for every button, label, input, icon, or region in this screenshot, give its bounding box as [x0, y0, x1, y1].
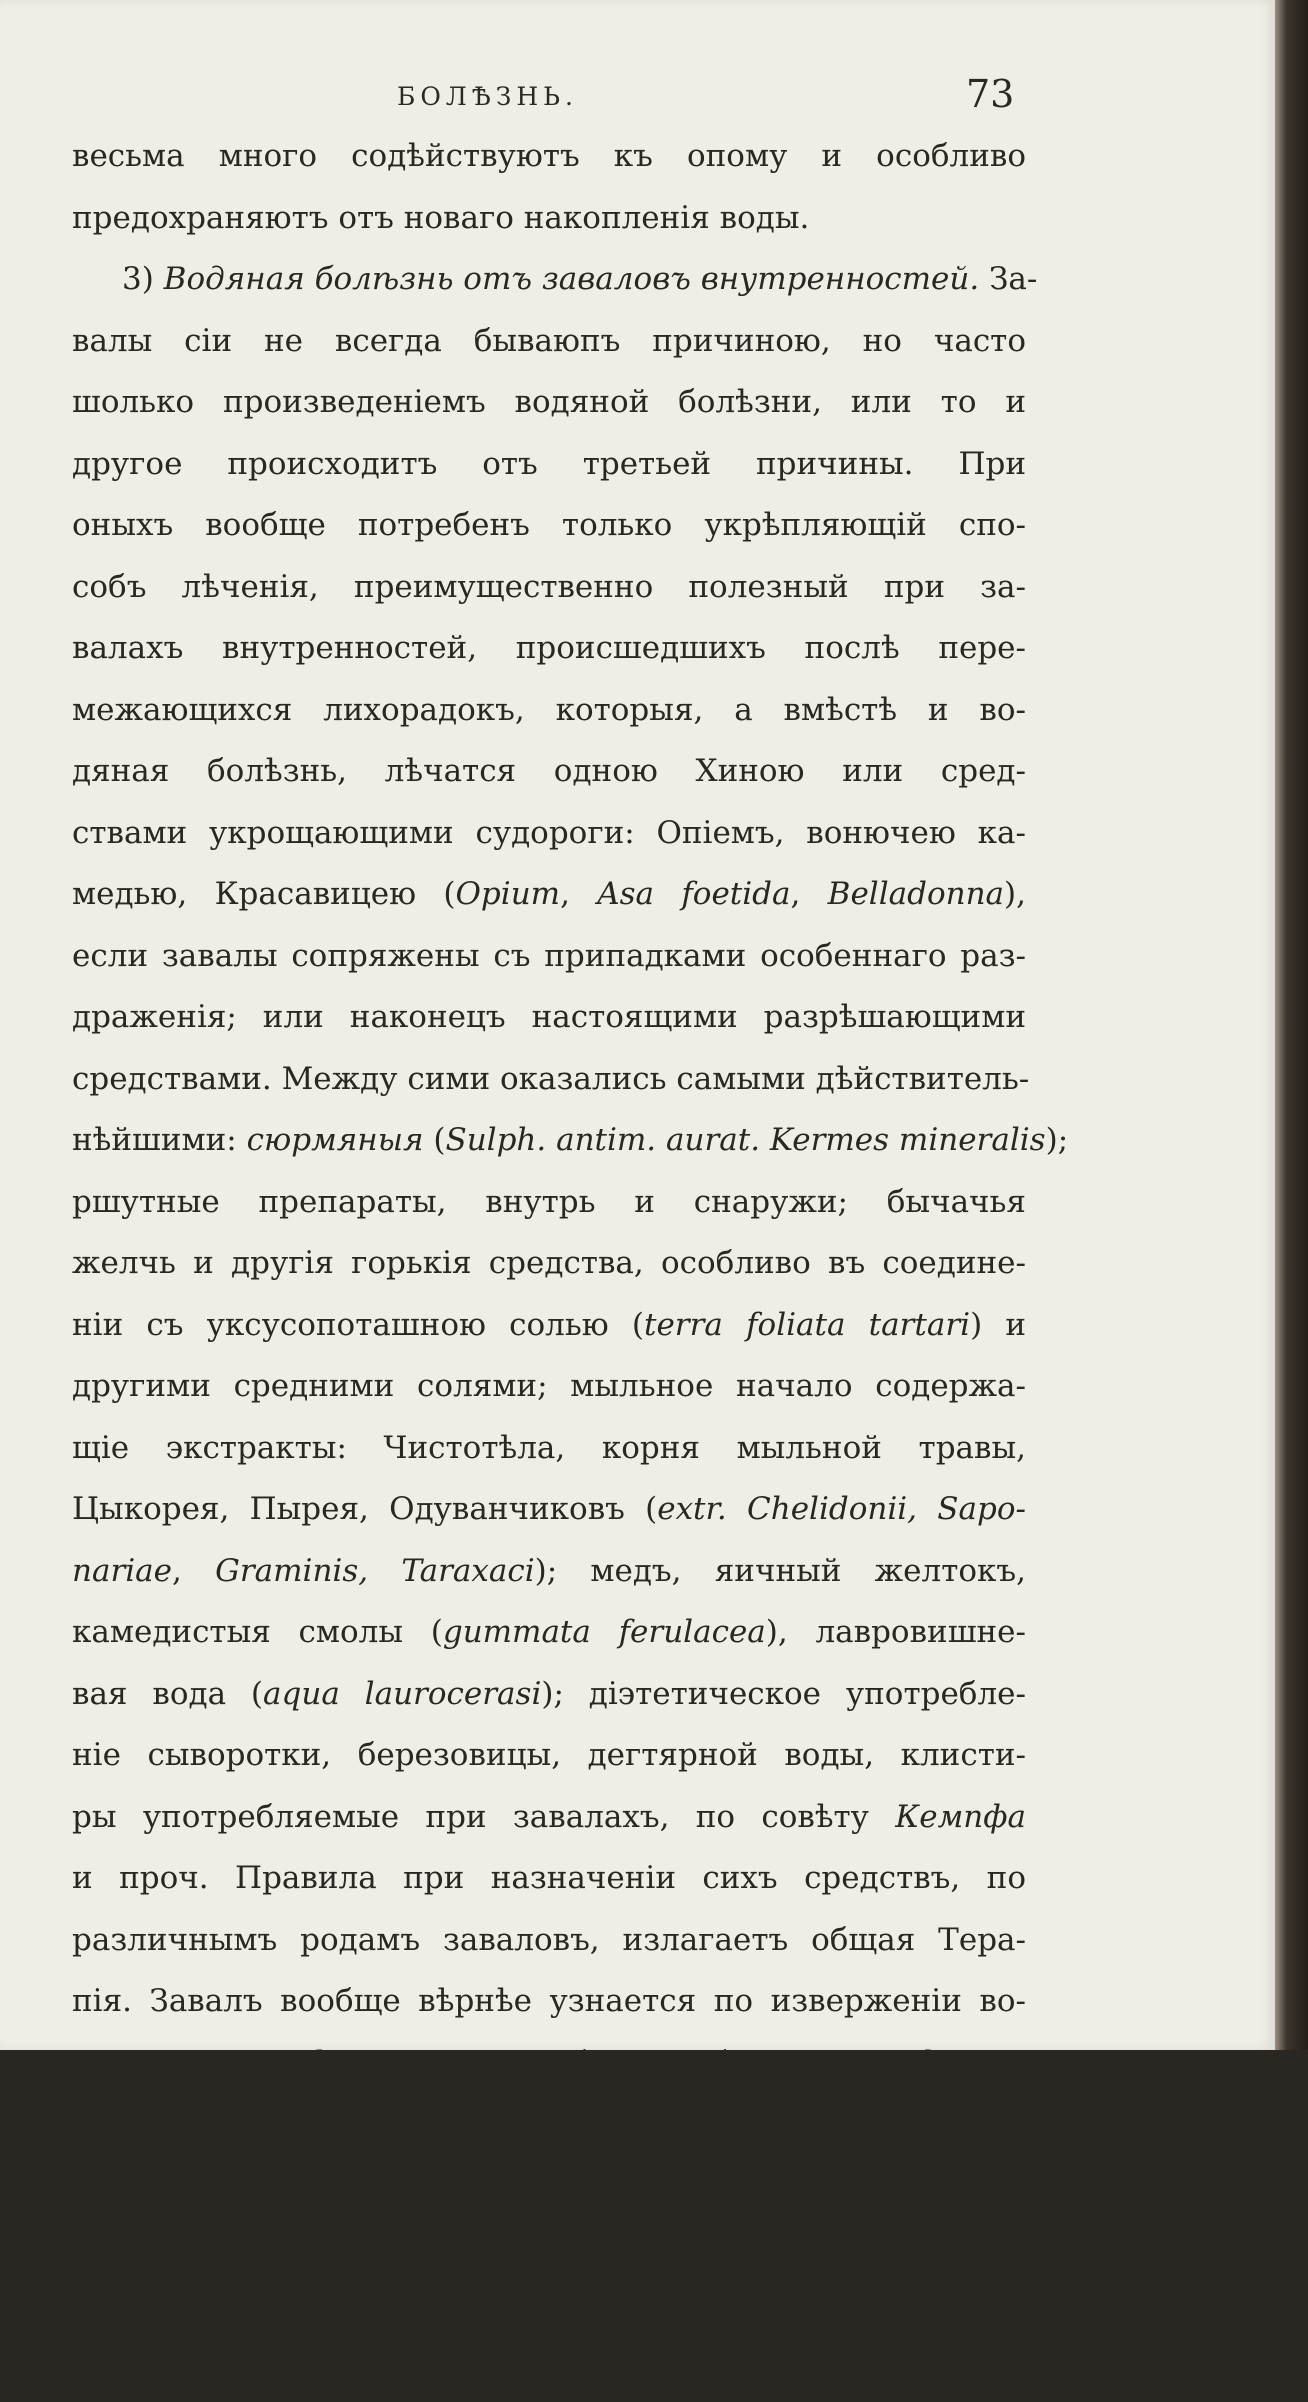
text-line — [72, 618, 1026, 680]
text-line — [72, 1356, 1026, 1418]
text-line — [72, 1971, 1026, 2033]
text-line — [72, 1479, 1026, 1541]
text-segment: камедистыя смолы ( — [72, 1614, 443, 1650]
text-segment: нѣйшими: — [72, 1122, 247, 1158]
text-line — [72, 1295, 1026, 1357]
text-segment: жде уже открываются или предполагаются, въ та- — [72, 2290, 1026, 2327]
text-line — [72, 864, 1026, 926]
text-line — [72, 803, 1026, 865]
text-segment: ры употребляемые при завалахъ, по совѣту — [72, 1798, 896, 1835]
text-segment: драженія; или наконецъ настоящими разрѣшающими — [72, 999, 1026, 1035]
text-line — [72, 2156, 1026, 2218]
text-line — [72, 188, 1026, 250]
text-line — [72, 1541, 1026, 1603]
text-segment: Цыкорея, Пырея, Одуванчиковъ ( — [72, 1491, 658, 1527]
text-segment: ніе сыворотки, березовицы, дегтярной воды, клисти- — [72, 1737, 1026, 1773]
text-line — [72, 2094, 1026, 2156]
text-segment: , — [172, 1552, 216, 1589]
text-segment: различнымъ родамъ заваловъ, излагаетъ общая Тера- — [72, 1921, 1026, 1958]
text-segment: медью, Красавицею ( — [72, 876, 456, 912]
text-line — [72, 557, 1026, 619]
text-segment: ся отвердѣніе печени или селезенки, тогда должно — [72, 2106, 1026, 2142]
text-line — [72, 1049, 1030, 1111]
text-line — [72, 495, 1026, 557]
text-line — [72, 1172, 1026, 1234]
text-line — [72, 987, 1026, 1049]
text-segment: ды. Если послѣ операціи прободенія брюха, примѣчает- — [72, 2044, 1026, 2081]
text-line — [72, 1725, 1026, 1787]
text-segment: желчь и другія горькія средства, особливо въ соедине- — [72, 1245, 1026, 1281]
text-line — [72, 2279, 1026, 2341]
text-segment: ) и — [970, 1306, 1026, 1343]
italic-text: extr. Chelidonii, Sapo- — [657, 1491, 1026, 1527]
text-line — [72, 741, 1026, 803]
page-number: 73 — [966, 72, 1015, 116]
text-segment: другое происходитъ отъ третьей причины. При — [72, 445, 1026, 482]
text-line — [72, 2217, 1026, 2279]
text-segment: вая вода ( — [72, 1675, 264, 1712]
text-segment: ), лавровишне- — [765, 1614, 1026, 1650]
text-segment: межающихся лихорадокъ, которыя, а вмѣстѣ и во- — [72, 691, 1026, 728]
text-segment: употреблять разрѣшающія средства, для предохране- — [72, 2167, 1026, 2204]
italic-text: gummata ferulacea — [442, 1614, 766, 1650]
text-segment: нія отъ новаго накопленія воды. Если завалы и пре- — [72, 2229, 1026, 2265]
text-line — [72, 311, 1026, 373]
italic-text: Кемпфа — [895, 1798, 1026, 1835]
text-segment: За- — [979, 261, 1038, 297]
text-segment: комъ случаѣ, для извлеченія воды, разрѣшающія сое- — [72, 2352, 1026, 2388]
text-line — [72, 1602, 1026, 1664]
text-segment: шолько произведеніемъ водяной болѣзни, или то и — [72, 384, 1026, 420]
text-segment: щіе экстракты: Чистотѣла, корня мыльной травы, — [72, 1429, 1026, 1466]
text-segment: ), — [1004, 876, 1026, 912]
italic-text: Belladonna — [827, 876, 1005, 912]
text-line — [72, 372, 1026, 434]
text-line — [72, 1848, 1026, 1910]
italic-text: terra foliata tartari — [643, 1306, 971, 1343]
text-line — [72, 1110, 1069, 1172]
body-text — [72, 126, 1069, 2402]
text-segment: , — [560, 876, 598, 912]
text-segment: ); діэтетическое употребле- — [541, 1675, 1026, 1712]
text-line — [72, 2033, 1026, 2095]
italic-text: aqua laurocerasi — [263, 1675, 542, 1712]
text-segment: и проч. Правила при назначеніи сихъ средствъ, по — [72, 1860, 1026, 1896]
text-segment: собъ лѣченія, преимущественно полезный при за- — [72, 568, 1026, 605]
text-line — [72, 249, 1038, 311]
italic-text: сюрмяныя — [246, 1122, 424, 1158]
text-line — [72, 2340, 1026, 2402]
text-segment: весьма много содѣйствуютъ къ опому и особливо — [72, 138, 1026, 174]
italic-text: Sulph. antim. aurat. Kermes mineralis — [445, 1122, 1046, 1158]
italic-text: Graminis, Taraxaci — [215, 1552, 535, 1589]
text-segment: другими средними солями; мыльное начало содержа- — [72, 1368, 1026, 1404]
text-segment: ніи съ уксусопоташною солью ( — [72, 1306, 644, 1343]
text-segment: ); — [1045, 1122, 1069, 1158]
text-segment: дяная болѣзнь, лѣчатся одною Хиною или сред- — [72, 753, 1026, 789]
italic-text: Asa foetida — [597, 876, 791, 912]
text-line — [72, 680, 1026, 742]
text-segment: если завалы сопряжены съ припадками особеннаго раз- — [72, 937, 1026, 974]
text-segment: ствами укрощающими судороги: Опіемъ, вонючею ка- — [72, 814, 1026, 851]
text-line — [72, 1418, 1026, 1480]
italic-text: nariae — [72, 1552, 173, 1589]
text-line — [72, 1664, 1026, 1726]
text-line — [72, 926, 1026, 988]
text-line — [72, 434, 1026, 496]
text-segment: ( — [423, 1122, 446, 1158]
text-segment: ); медъ, яичный желтокъ, — [534, 1552, 1026, 1589]
text-segment: валахъ внутренностей, происшедшихъ послѣ пере- — [72, 630, 1026, 666]
text-segment: предохраняютъ отъ новаго накопленія воды. — [72, 199, 810, 236]
text-line — [72, 126, 1026, 188]
running-head — [0, 72, 1275, 122]
text-line — [72, 1233, 1026, 1295]
book-spine-edge — [1275, 0, 1308, 2050]
text-segment: пія. Завалъ вообще вѣрнѣе узнается по изверженіи во- — [72, 1983, 1026, 2019]
italic-text: Opium — [455, 876, 561, 912]
text-line — [72, 1910, 1026, 1972]
text-segment: 3) — [122, 261, 164, 297]
text-segment: средствами. Между сими оказались самыми дѣйствитель- — [72, 1060, 1030, 1097]
running-title: БОЛѢЗНЬ. — [397, 82, 578, 111]
text-segment: ршутные препараты, внутрь и снаружи; бычачья — [72, 1183, 1026, 1220]
text-segment: , — [790, 876, 828, 912]
italic-text: Водяная болѣзнь отъ заваловъ внутренностей. — [163, 261, 980, 297]
text-line — [72, 1787, 1026, 1849]
text-segment: валы сіи не всегда бываюпъ причиною, но часто — [72, 322, 1026, 359]
text-segment: оныхъ вообще потребенъ только укрѣпляющій спо- — [72, 507, 1026, 543]
